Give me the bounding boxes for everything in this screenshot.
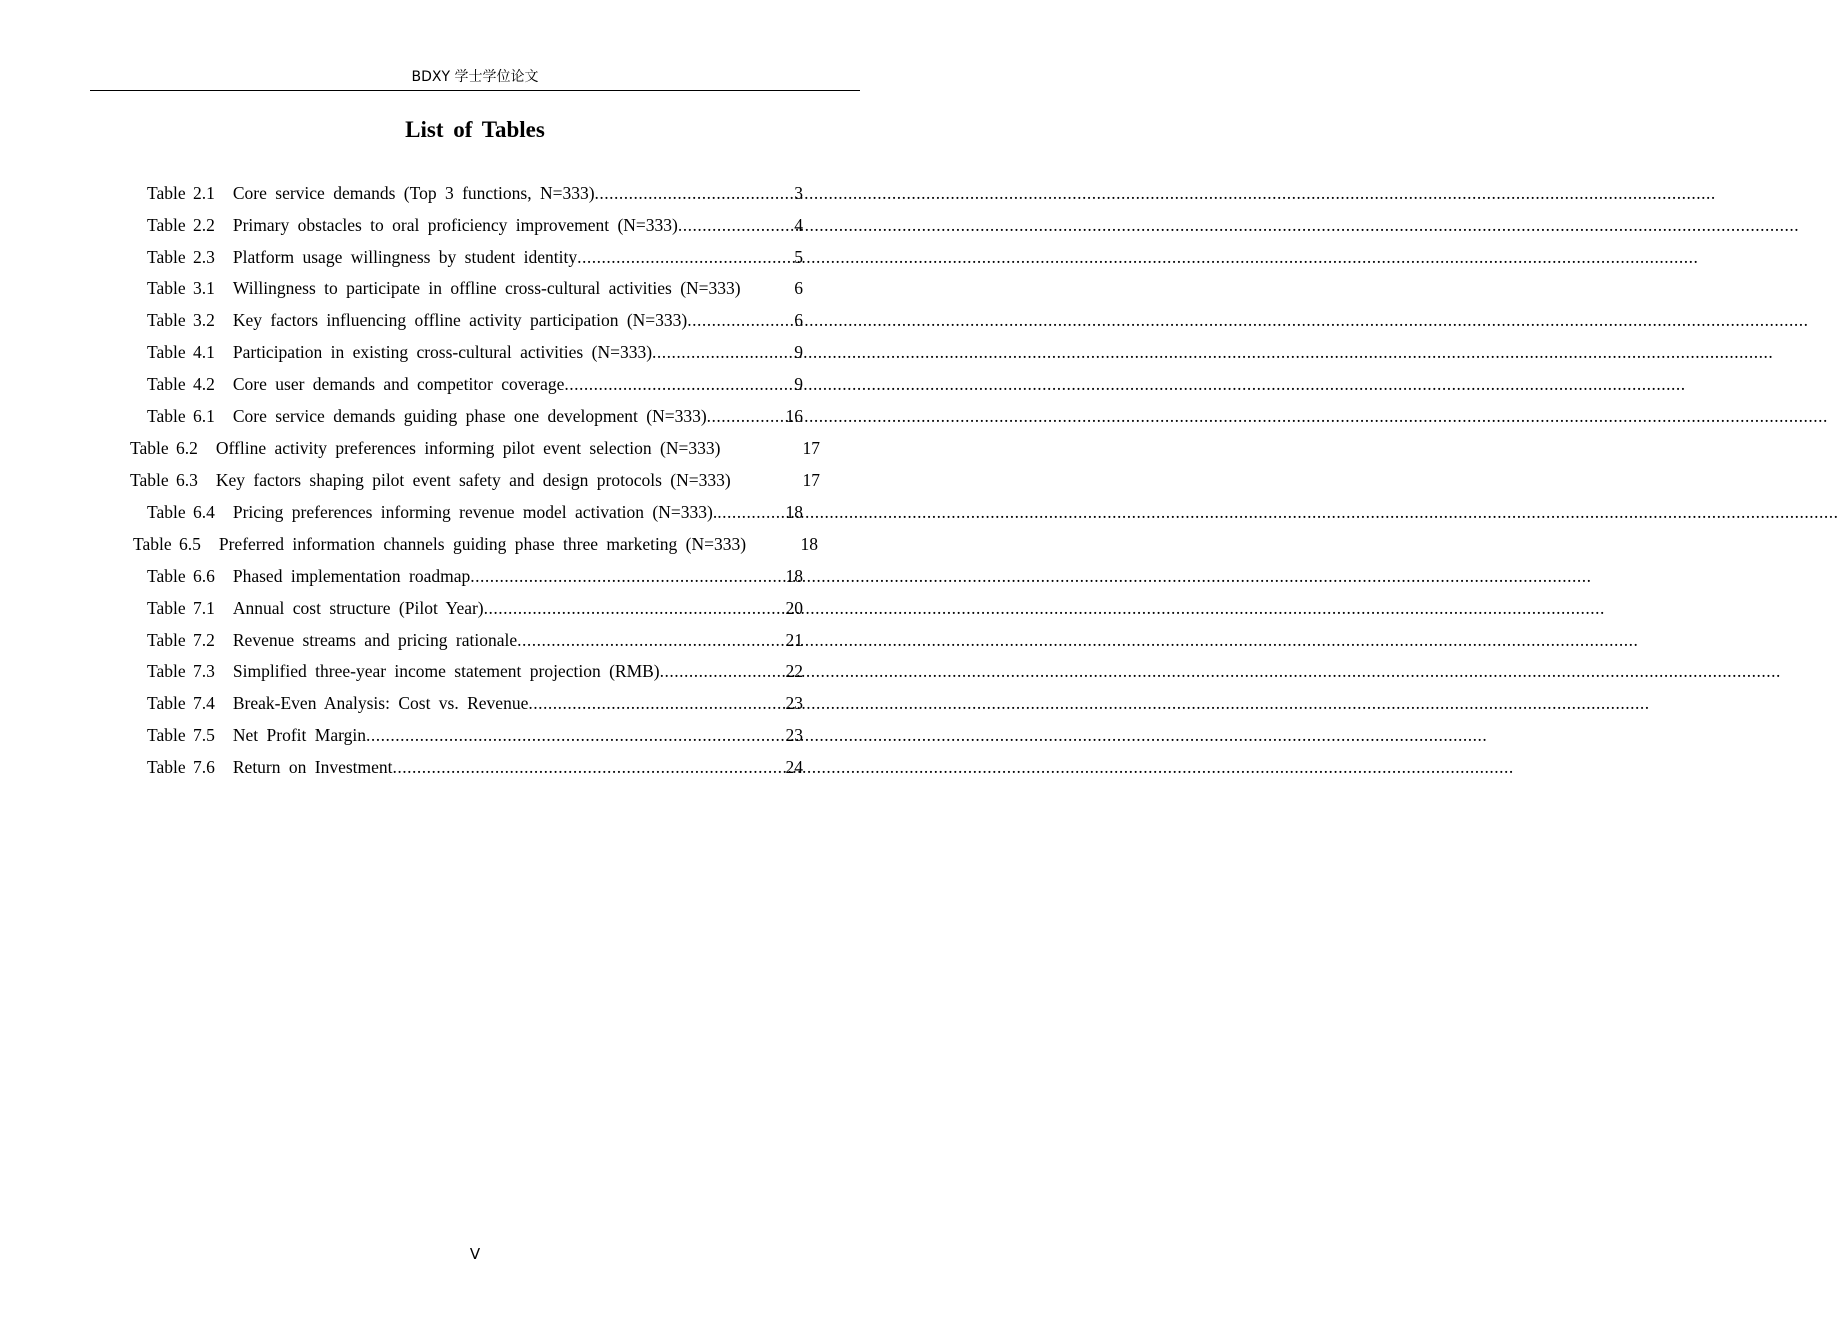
entry-title: Revenue streams and pricing rationale [232,630,518,650]
entry-title: Key factors influencing offline activity participation (N=333) [232,310,688,330]
entry-title: Core user demands and competitor coverage [232,374,565,394]
entry-number: Table 2.3 [147,247,215,267]
dot-leader [660,658,784,684]
entry-title: Core service demands guiding phase one development (N=333) [232,406,707,426]
toc-entry-7-4[interactable] [147,690,803,716]
dot-leader [717,499,783,525]
entry-page: 6 [794,310,803,330]
entry-number: Table 2.1 [147,183,215,203]
dot-leader [484,595,784,621]
page-title: List of Tables [405,117,545,142]
entry-page: 16 [785,406,803,426]
dot-leader [652,339,792,365]
entry-number: Table 4.1 [147,342,215,362]
entry-title: Pricing preferences informing revenue model activation (N=333). [232,502,718,522]
entry-number: Table 7.5 [147,725,215,745]
entry-title: Annual cost structure (Pilot Year) [232,598,484,618]
page-number: V [469,1245,481,1263]
entry-page: 23 [785,725,803,745]
entry-number: Table 7.2 [147,630,215,650]
toc-entry-3-1[interactable] [147,275,803,301]
entry-number: Table 3.1 [147,278,215,298]
entry-title: Willingness to participate in offline cross-cultural activities (N=333) [232,278,741,298]
toc-entry-6-3[interactable] [130,467,820,493]
dot-leader [393,754,784,780]
toc-entry-6-6[interactable] [147,563,803,589]
dot-leader [577,244,792,270]
toc-entry-6-2[interactable] [130,435,820,461]
entry-title: Platform usage willingness by student identity [232,247,578,267]
dot-leader [687,307,792,333]
entry-title: Key factors shaping pilot event safety and design protocols (N=333) [215,470,731,490]
entry-page: 18 [800,534,818,554]
entry-page: 17 [802,438,820,458]
entry-number: Table 6.5 [133,534,201,554]
entry-number: Table 2.2 [147,215,215,235]
entry-title: Core service demands (Top 3 functions, N=333) [232,183,595,203]
entry-number: Table 6.3 [130,470,198,490]
entry-page: 3 [794,183,803,203]
toc-entry-7-1[interactable] [147,595,803,621]
entry-number: Table 4.2 [147,374,215,394]
entry-title: Offline activity preferences informing pilot event selection (N=333) [215,438,721,458]
toc-entry-4-2[interactable] [147,371,803,397]
entry-page: 4 [794,215,803,235]
entry-number: Table 7.4 [147,693,215,713]
entry-page: 18 [785,566,803,586]
entry-page: 17 [802,470,820,490]
entry-page: 9 [794,342,803,362]
entry-page: 22 [785,661,803,681]
entry-title: Participation in existing cross-cultural activities (N=333) [232,342,653,362]
entry-number: Table 7.1 [147,598,215,618]
toc-entry-7-5[interactable] [147,722,803,748]
entry-number: Table 7.6 [147,757,215,777]
entry-page: 24 [785,757,803,777]
entry-page: 21 [785,630,803,650]
toc-entry-3-2[interactable] [147,307,803,333]
entry-page: 6 [794,278,803,298]
toc-entry-7-6[interactable] [147,754,803,780]
entry-number: Table 6.1 [147,406,215,426]
entry-number: Table 6.4 [147,502,215,522]
dot-leader [470,563,783,589]
entry-title: Return on Investment [232,757,393,777]
header-rule [90,90,860,91]
dot-leader [707,403,784,429]
entry-title: Simplified three-year income statement projection (RMB) [232,661,660,681]
entry-title: Primary obstacles to oral proficiency improvement (N=333) [232,215,678,235]
entry-page: 20 [785,598,803,618]
dot-leader [528,690,783,716]
entry-number: Table 6.6 [147,566,215,586]
toc-entry-7-2[interactable] [147,627,803,653]
entry-number: Table 3.2 [147,310,215,330]
entry-page: 9 [794,374,803,394]
dot-leader [366,722,784,748]
entry-title: Break-Even Analysis: Cost vs. Revenue [232,693,529,713]
dot-leader [517,627,783,653]
entry-page: 5 [794,247,803,267]
running-header: BDXY 学士学位论文 [411,69,539,85]
toc-entry-2-2[interactable] [147,212,803,238]
entry-title: Preferred information channels guiding phase three marketing (N=333) [218,534,747,554]
entry-title: Net Profit Margin [232,725,366,745]
toc-entry-7-3[interactable] [147,658,803,684]
entry-number: Table 6.2 [130,438,198,458]
entry-page: 18 [785,502,803,522]
dot-leader [678,212,792,238]
entry-page: 23 [785,693,803,713]
toc-entry-6-5[interactable] [133,531,818,557]
toc-entry-6-4[interactable] [147,499,803,525]
toc-entry-2-3[interactable] [147,244,803,270]
toc-entry-2-1[interactable] [147,180,803,206]
dot-leader [595,180,793,206]
toc-entry-6-1[interactable] [147,403,803,429]
dot-leader [564,371,792,397]
toc-entry-4-1[interactable] [147,339,803,365]
entry-title: Phased implementation roadmap [232,566,471,586]
entry-number: Table 7.3 [147,661,215,681]
